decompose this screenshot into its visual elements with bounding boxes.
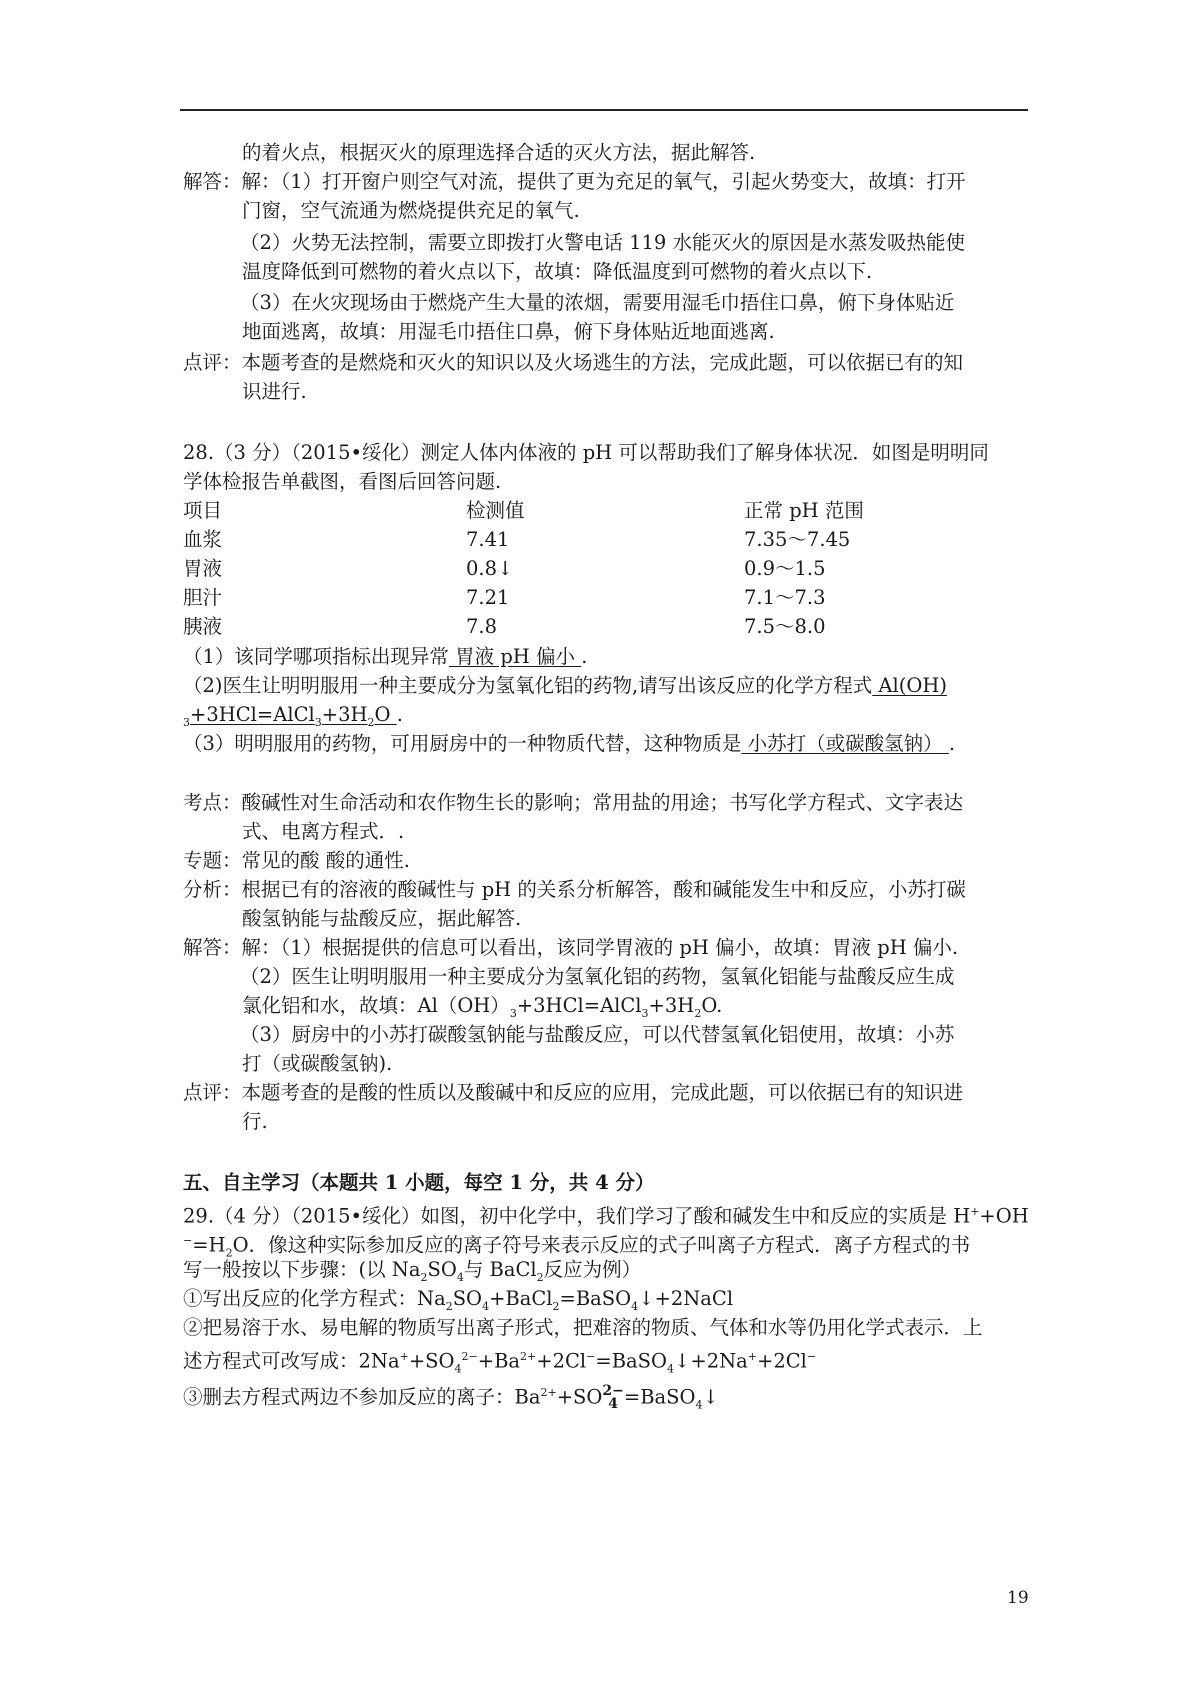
question-28-part3	[183, 731, 955, 757]
formula-text: +3HCl=AlCl	[190, 703, 315, 726]
step-text: +SO	[408, 1349, 455, 1373]
table-cell: 7.41	[466, 528, 510, 551]
table-cell: 胃液	[183, 557, 223, 580]
superscript: −	[586, 1350, 596, 1363]
step-2-cont	[183, 1344, 816, 1382]
subscript: 2	[536, 1270, 544, 1284]
step-3	[183, 1380, 719, 1418]
fraction-bottom: 4	[608, 1396, 618, 1412]
jieda-line: 解答：解：（1）根据提供的信息可以看出，该同学胃液的 pH 偏小，故填：胃液 pH 偏小.	[183, 936, 959, 959]
step-text: =BaSO	[559, 1287, 632, 1310]
step-2: ②把易溶于水、易电解的物质写出离子形式，把难溶的物质、气体和水等仍用化学式表示．上	[183, 1316, 983, 1339]
formula-text: +3HCl=AlCl	[516, 994, 642, 1017]
review-line: 点评：本题考查的是燃烧和灭火的知识以及火场逃生的方法，完成此题，可以依据已有的知	[183, 351, 964, 374]
table-cell: 7.1～7.3	[744, 586, 826, 609]
fill-answer: Al(OH)	[872, 674, 947, 697]
fill-answer: 小苏打（或碳酸氢钠）	[741, 732, 949, 755]
jieda-line: （2）医生让明明服用一种主要成分为氢氧化铝的药物，氢氧化铝能与盐酸反应生成	[240, 965, 955, 988]
subscript: 4	[454, 1362, 462, 1376]
formula-text: O.	[701, 994, 723, 1017]
subscript: 2	[694, 1006, 702, 1020]
jieda-line: （3）厨房中的小苏打碳酸氢钠能与盐酸反应，可以代替氢氧化铝使用，故填：小苏	[240, 1023, 955, 1046]
kaodian-line: 式、电离方程式．.	[242, 820, 405, 843]
superscript: 2+	[540, 1386, 557, 1399]
zhuanti-line: 专题：常见的酸 酸的通性.	[183, 849, 410, 872]
table-header-row	[0, 498, 1200, 524]
question-28-part1	[183, 644, 587, 670]
step-text: ↓+2NaCl	[638, 1287, 734, 1310]
table-cell: 胆汁	[183, 586, 223, 609]
formula-text: +3H	[321, 703, 368, 726]
step-text: +2Cl	[536, 1349, 587, 1373]
subscript: 4	[456, 1270, 464, 1284]
formula-text: O	[374, 703, 397, 726]
question-text: 与 BaCl	[463, 1258, 537, 1281]
subscript: 2	[225, 1246, 233, 1260]
table-header-cell: 正常 pH 范围	[744, 499, 864, 522]
step-text: +BaCl	[489, 1287, 553, 1310]
answer-line: （3）在火灾现场由于燃烧产生大量的浓烟，需要用湿毛巾捂住口鼻，俯下身体贴近	[240, 291, 955, 314]
subscript: 2	[552, 1299, 560, 1313]
fenxi-line: 分析：根据已有的溶液的酸碱性与 pH 的关系分析解答，酸和碱能发生中和反应，小苏打碳	[183, 878, 966, 901]
table-cell: 0.8↓	[466, 557, 514, 580]
question-text: +OH	[979, 1204, 1029, 1228]
table-cell: 胰液	[183, 615, 223, 638]
subscript: 3	[641, 1006, 649, 1020]
subscript: 4	[631, 1299, 639, 1313]
superscript: +	[970, 1205, 980, 1218]
subscript: 4	[695, 1398, 703, 1412]
answer-line: 温度降低到可燃物的着火点以下，故填：降低温度到可燃物的着火点以下.	[242, 260, 873, 283]
answer-line: 门窗，空气流通为燃烧提供充足的氧气.	[242, 199, 580, 222]
answer-line: 解答：解：（1）打开窗户则空气对流，提供了更为充足的氧气，引起火势变大，故填：打开	[183, 170, 966, 193]
question-text: .	[948, 732, 956, 755]
answer-line: （2）火势无法控制，需要立即拨打火警电话 119 水能灭火的原因是水蒸发吸热能使	[240, 231, 966, 254]
table-row	[0, 556, 1200, 582]
step-text: +SO	[556, 1385, 603, 1409]
fill-answer: 胃液 pH 偏小	[448, 645, 582, 668]
superscript: +	[399, 1350, 409, 1363]
subscript: 3	[314, 715, 322, 729]
table-cell: 7.5～8.0	[744, 615, 826, 638]
superscript: −	[806, 1350, 817, 1363]
question-text: 写一般按以下步骤：(以 Na	[183, 1258, 421, 1281]
question-text: （1）该同学哪项指标出现异常	[183, 645, 449, 668]
header-rule	[180, 109, 1028, 111]
question-text: 29.（4 分）（2015•绥化）如图，初中化学中，我们学习了酸和碱发生中和反应的实质是 H	[183, 1204, 971, 1228]
formula-text: +3H	[648, 994, 695, 1017]
jieda-line: 打（或碳酸氢钠).	[242, 1052, 393, 1075]
step-text: =BaSO	[595, 1349, 668, 1373]
fraction-top: 2−	[602, 1383, 624, 1399]
review-line: 识进行.	[242, 380, 307, 403]
question-28-part2	[183, 673, 947, 699]
step-text: ③删去方程式两边不参加反应的离子：Ba	[183, 1385, 541, 1409]
question-text: SO	[427, 1258, 457, 1281]
ion-charge-fraction	[602, 1385, 623, 1411]
table-row	[0, 614, 1200, 640]
superscript: +	[747, 1350, 758, 1363]
fill-answer	[183, 703, 397, 729]
question-text: 反应为例）	[543, 1258, 642, 1281]
table-cell: 7.8	[466, 615, 498, 638]
table-cell: 0.9～1.5	[744, 557, 826, 580]
subscript: 2	[420, 1270, 428, 1284]
subscript: 4	[667, 1362, 675, 1376]
page-number: 19	[1007, 1588, 1029, 1608]
dianping-line: 点评：本题考查的是酸的性质以及酸碱中和反应的应用，完成此题，可以依据已有的知识进	[183, 1081, 964, 1104]
step-text: +2Cl	[757, 1349, 807, 1373]
kaodian-line: 考点：酸碱性对生命活动和农作物生长的影响；常用盐的用途；书写化学方程式、文字表达	[183, 791, 964, 814]
table-row	[0, 585, 1200, 611]
question-text: .	[396, 703, 403, 726]
superscript: −	[183, 1234, 193, 1247]
table-header-cell: 检测值	[466, 499, 525, 522]
question-text: （2)医生让明明服用一种主要成分为氢氧化铝的药物,请写出该反应的化学方程式	[183, 674, 873, 697]
table-cell: 血浆	[183, 528, 223, 551]
subscript: 4	[482, 1299, 490, 1313]
fenxi-line: 酸氢钠能与盐酸反应，据此解答.	[242, 907, 522, 930]
answer-line: 地面逃离，故填：用湿毛巾捂住口鼻，俯下身体贴近地面逃离.	[242, 320, 775, 343]
question-29-stem	[183, 1199, 1029, 1230]
subscript: 3	[183, 715, 190, 729]
table-cell: 7.35～7.45	[744, 528, 851, 551]
step-text: ①写出反应的化学方程式：Na	[183, 1287, 446, 1310]
step-text: ↓+2Na	[674, 1349, 748, 1373]
question-text: =H	[192, 1233, 226, 1257]
question-text: O．像这种实际参加反应的离子符号来表示反应的式子叫离子方程式．离子方程式的书	[232, 1233, 971, 1257]
question-text: （3）明明服用的药物，可用厨房中的一种物质代替，这种物质是	[183, 732, 742, 755]
step-text: =BaSO	[623, 1385, 696, 1409]
step-text: 述方程式可改写成：2Na	[183, 1349, 400, 1373]
formula-text: 氯化铝和水，故填：Al（OH）	[242, 994, 510, 1017]
subscript: 2	[367, 715, 375, 729]
table-row	[0, 527, 1200, 553]
step-text: SO	[452, 1287, 483, 1310]
subscript: 3	[509, 1006, 517, 1020]
step-text: +Ba	[477, 1349, 521, 1373]
dianping-line: 行.	[242, 1110, 268, 1133]
superscript: 2−	[461, 1350, 478, 1363]
table-header-cell: 项目	[183, 499, 223, 522]
superscript: 2+	[520, 1350, 537, 1363]
text-line: 的着火点，根据灭火的原理选择合适的灭火方法，据此解答.	[242, 141, 756, 164]
question-text: .	[581, 645, 588, 668]
question-28-stem: 学体检报告单截图，看图后回答问题.	[183, 470, 502, 493]
step-text: ↓	[702, 1385, 719, 1409]
subscript: 2	[445, 1299, 453, 1313]
question-28-stem: 28.（3 分）（2015•绥化）测定人体内体液的 pH 可以帮助我们了解身体状况．如图是明明同	[183, 441, 989, 464]
table-cell: 7.21	[466, 586, 510, 609]
section-title: 五、自主学习（本题共 1 小题，每空 1 分，共 4 分）	[183, 1171, 655, 1194]
